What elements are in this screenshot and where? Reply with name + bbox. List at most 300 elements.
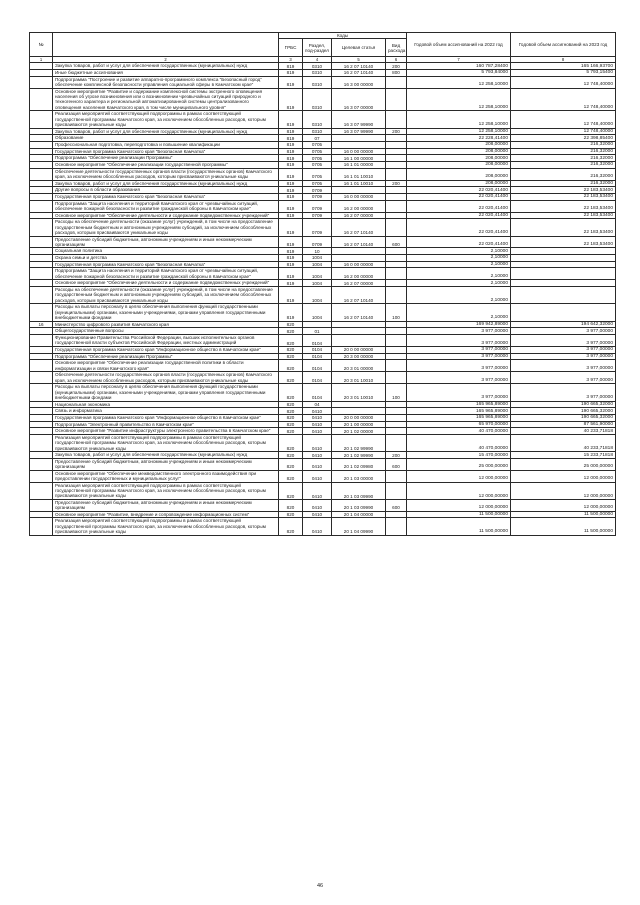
row-razdel-cell: 0410 xyxy=(303,421,332,428)
row-name-cell: Подпрограмма "Защита населения и территорий Камчатского края от чрезвычайных ситуаций, обеспечение пожарной безопасности и развитие гражданской обороны в Камчатском крае" xyxy=(53,200,279,212)
row-number-cell xyxy=(30,328,53,335)
row-name-cell: Расходы на обеспечение деятельности (оказание услуг) учреждений, в том числе на предоставление государственным бюджетным и автономным учреждениям субсидий, за исключением обособленных расходов, которым присваиваются уникальные коды xyxy=(53,219,279,236)
row-number-cell xyxy=(30,261,53,268)
table-row xyxy=(30,162,616,169)
row-number-cell xyxy=(30,268,53,280)
row-grbs-cell: 819 xyxy=(279,219,303,236)
row-number-cell xyxy=(30,180,53,187)
table-row xyxy=(30,328,616,335)
row-target-article-cell: 16 1 00 00000 xyxy=(332,155,386,162)
row-razdel-cell xyxy=(303,321,332,328)
table-row xyxy=(30,421,616,428)
row-target-article-cell: 16 0 00 00000 xyxy=(332,194,386,201)
row-grbs-cell: 819 xyxy=(279,88,303,111)
row-number-cell xyxy=(30,428,53,435)
row-grbs-cell: 819 xyxy=(279,168,303,180)
row-grbs-cell: 820 xyxy=(279,500,303,512)
row-target-article-cell: 20 1 02 99990 xyxy=(332,452,386,459)
row-name-cell: Образование xyxy=(53,135,279,142)
column-index: 3 xyxy=(279,57,303,63)
row-razdel-cell: 04 xyxy=(303,401,332,408)
table-row xyxy=(30,428,616,435)
row-target-article-cell: 20 1 04 09990 xyxy=(332,518,386,535)
table-row xyxy=(30,63,616,70)
table-row xyxy=(30,372,616,384)
row-target-article-cell: 16 0 00 00000 xyxy=(332,261,386,268)
table-row xyxy=(30,500,616,512)
row-target-article-cell xyxy=(332,141,386,148)
row-target-article-cell: 16 1 01 00000 xyxy=(332,162,386,169)
row-target-article-cell: 16 2 00 00000 xyxy=(332,268,386,280)
table-row xyxy=(30,155,616,162)
row-razdel-cell: 0410 xyxy=(303,415,332,422)
row-volume-2022-cell: 15 470,00000 xyxy=(407,452,511,459)
row-number-cell xyxy=(30,236,53,248)
table-row xyxy=(30,459,616,471)
row-volume-2022-cell: 2,10000 xyxy=(407,248,511,255)
row-expense-type-cell xyxy=(386,482,407,499)
row-target-article-cell: 16 1 01 10010 xyxy=(332,180,386,187)
row-name-cell: Основное мероприятие "Развитие и содержание комплексной системы экстренного оповещения населения об угрозе возникновения или о возникновении чрезвычайных ситуаций природного и техногенного характера и региональной автоматизированной системы централизованного оповещения населения Камчатского края, в том числе муниципального уровня" xyxy=(53,88,279,111)
row-volume-2022-cell: 5 793,84000 xyxy=(407,69,511,76)
row-volume-2023-cell: 216,32000 xyxy=(511,155,616,162)
row-razdel-cell: 0410 xyxy=(303,500,332,512)
row-volume-2022-cell: 3 977,00000 xyxy=(407,353,511,360)
row-target-article-cell xyxy=(332,335,386,347)
row-target-article-cell: 16 3 00 00000 xyxy=(332,76,386,88)
row-expense-type-cell: 600 xyxy=(386,500,407,512)
header-target-article: Целевая статья xyxy=(332,39,386,57)
row-target-article-cell: 20 1 04 00000 xyxy=(332,511,386,518)
row-expense-type-cell xyxy=(386,162,407,169)
row-volume-2023-cell: 87 561,90000 xyxy=(511,421,616,428)
row-volume-2022-cell: 12 258,10000 xyxy=(407,76,511,88)
row-volume-2022-cell: 22 228,41400 xyxy=(407,135,511,142)
row-expense-type-cell xyxy=(386,518,407,535)
table-row xyxy=(30,287,616,304)
row-volume-2022-cell: 40 470,00000 xyxy=(407,428,511,435)
table-row xyxy=(30,255,616,262)
row-target-article-cell xyxy=(332,248,386,255)
row-grbs-cell: 819 xyxy=(279,236,303,248)
row-number-cell xyxy=(30,518,53,535)
row-target-article-cell xyxy=(332,187,386,194)
budget-table xyxy=(29,32,616,536)
column-index: 7 xyxy=(407,57,511,63)
row-razdel-cell: 0104 xyxy=(303,360,332,372)
table-row xyxy=(30,353,616,360)
row-volume-2023-cell: 216,32000 xyxy=(511,168,616,180)
row-target-article-cell: 16 2 07 10140 xyxy=(332,236,386,248)
row-grbs-cell: 819 xyxy=(279,63,303,70)
row-expense-type-cell xyxy=(386,372,407,384)
row-volume-2022-cell: 11 500,00000 xyxy=(407,518,511,535)
row-razdel-cell: 0310 xyxy=(303,69,332,76)
row-name-cell: Иные бюджетные ассигнования xyxy=(53,69,279,76)
row-number-cell xyxy=(30,452,53,459)
row-volume-2023-cell: 22 183,53400 xyxy=(511,212,616,219)
row-target-article-cell: 16 2 07 10140 xyxy=(332,69,386,76)
row-name-cell: Подпрограмма "Электронный правительство в Камчатском крае" xyxy=(53,421,279,428)
row-name-cell: Государственная программа Камчатского края "Безопасная Камчатка" xyxy=(53,194,279,201)
page-number: 46 xyxy=(316,883,324,889)
row-volume-2022-cell: 169 942,89000 xyxy=(407,321,511,328)
column-index: 8 xyxy=(511,57,616,63)
table-row xyxy=(30,261,616,268)
row-expense-type-cell xyxy=(386,212,407,219)
row-volume-2023-cell: 216,32000 xyxy=(511,141,616,148)
row-volume-2023-cell: 190 665,32000 xyxy=(511,415,616,422)
row-target-article-cell: 16 2 00 00000 xyxy=(332,200,386,212)
row-number-cell xyxy=(30,194,53,201)
row-volume-2022-cell: 12 258,10000 xyxy=(407,111,511,128)
row-grbs-cell: 820 xyxy=(279,459,303,471)
row-expense-type-cell: 600 xyxy=(386,236,407,248)
row-target-article-cell: 16 3 07 00000 xyxy=(332,88,386,111)
row-name-cell: Другие вопросы в области образования xyxy=(53,187,279,194)
row-target-article-cell: 20 3 01 10010 xyxy=(332,372,386,384)
row-expense-type-cell xyxy=(386,135,407,142)
row-volume-2023-cell: 194 642,32000 xyxy=(511,321,616,328)
row-grbs-cell: 819 xyxy=(279,187,303,194)
row-razdel-cell: 1004 xyxy=(303,268,332,280)
row-name-cell: Национальная экономика xyxy=(53,401,279,408)
row-volume-2023-cell: 22 398,85400 xyxy=(511,135,616,142)
row-expense-type-cell xyxy=(386,255,407,262)
header-grbs: ГРБС xyxy=(279,39,303,57)
row-volume-2023-cell: 22 183,53400 xyxy=(511,187,616,194)
row-number-cell xyxy=(30,280,53,287)
row-name-cell: Реализация мероприятий соответствующей подпрограммы в рамках соответствующей государственной программы Камчатского края, за исключением обособленных расходов, которым присваиваются уникальные коды xyxy=(53,435,279,452)
row-volume-2023-cell: 12 748,40000 xyxy=(511,76,616,88)
row-razdel-cell: 0310 xyxy=(303,63,332,70)
row-razdel-cell: 0104 xyxy=(303,353,332,360)
row-target-article-cell: 20 0 00 00000 xyxy=(332,347,386,354)
row-razdel-cell: 1004 xyxy=(303,280,332,287)
row-grbs-cell: 820 xyxy=(279,511,303,518)
row-razdel-cell: 0709 xyxy=(303,187,332,194)
table-row xyxy=(30,248,616,255)
table-row xyxy=(30,482,616,499)
row-razdel-cell: 1004 xyxy=(303,255,332,262)
row-name-cell: Социальная политика xyxy=(53,248,279,255)
header-num: № xyxy=(30,33,53,57)
row-expense-type-cell: 100 xyxy=(386,304,407,321)
row-volume-2023-cell: 22 183,53400 xyxy=(511,236,616,248)
row-razdel-cell: 0104 xyxy=(303,347,332,354)
row-target-article-cell: 16 2 07 10140 xyxy=(332,63,386,70)
row-grbs-cell: 820 xyxy=(279,401,303,408)
row-target-article-cell xyxy=(332,321,386,328)
row-volume-2022-cell: 3 977,00000 xyxy=(407,384,511,401)
row-name-cell: Основное мероприятие "Обеспечение деятельности и содержание подведомственных учреждений" xyxy=(53,212,279,219)
row-volume-2022-cell: 3 977,00000 xyxy=(407,328,511,335)
row-target-article-cell: 16 3 07 99990 xyxy=(332,111,386,128)
row-grbs-cell: 819 xyxy=(279,261,303,268)
row-grbs-cell: 820 xyxy=(279,415,303,422)
row-volume-2023-cell: 40 233,71818 xyxy=(511,428,616,435)
row-expense-type-cell xyxy=(386,168,407,180)
row-grbs-cell: 820 xyxy=(279,435,303,452)
table-row xyxy=(30,518,616,535)
row-number-cell xyxy=(30,372,53,384)
row-volume-2023-cell: 15 233,71818 xyxy=(511,452,616,459)
row-razdel-cell: 0705 xyxy=(303,162,332,169)
row-target-article-cell: 20 1 02 09980 xyxy=(332,459,386,471)
row-number-cell xyxy=(30,408,53,415)
row-volume-2022-cell: 22 020,41400 xyxy=(407,212,511,219)
row-expense-type-cell xyxy=(386,287,407,304)
column-index: 4 xyxy=(303,57,332,63)
row-name-cell: Подпрограмма "Построение и развитие аппаратно-программного комплекса "Безопасный город" обеспечение комплексной безопасности управления социальной сферы в Камчатском крае" xyxy=(53,76,279,88)
row-razdel-cell: 0410 xyxy=(303,428,332,435)
row-grbs-cell: 819 xyxy=(279,287,303,304)
column-index: 6 xyxy=(386,57,407,63)
row-expense-type-cell: 600 xyxy=(386,459,407,471)
row-number-cell xyxy=(30,248,53,255)
row-volume-2022-cell: 2,10000 xyxy=(407,287,511,304)
row-grbs-cell: 819 xyxy=(279,304,303,321)
table-row xyxy=(30,76,616,88)
row-volume-2023-cell: 3 977,00000 xyxy=(511,360,616,372)
row-number-cell: 16 xyxy=(30,321,53,328)
row-volume-2022-cell: 208,00000 xyxy=(407,141,511,148)
row-volume-2022-cell: 208,00000 xyxy=(407,180,511,187)
row-name-cell: Государственная программа Камчатского края "Информационное общество в Камчатском крае" xyxy=(53,347,279,354)
row-volume-2022-cell: 2,10000 xyxy=(407,268,511,280)
row-grbs-cell: 820 xyxy=(279,482,303,499)
row-grbs-cell: 819 xyxy=(279,111,303,128)
table-row xyxy=(30,470,616,482)
row-name-cell: Основное мероприятие "Развитие, внедрение и сопровождение информационных систем" xyxy=(53,511,279,518)
table-row xyxy=(30,384,616,401)
row-expense-type-cell xyxy=(386,328,407,335)
row-volume-2022-cell: 208,00000 xyxy=(407,168,511,180)
row-target-article-cell: 20 1 02 00000 xyxy=(332,428,386,435)
row-name-cell: Предоставление субсидий бюджетным, автономным учреждениям и иным некоммерческим организациям xyxy=(53,236,279,248)
row-name-cell: Связь и информатика xyxy=(53,408,279,415)
row-volume-2022-cell: 22 020,41400 xyxy=(407,194,511,201)
row-volume-2022-cell: 208,00000 xyxy=(407,162,511,169)
row-razdel-cell: 07 xyxy=(303,135,332,142)
row-expense-type-cell: 200 xyxy=(386,180,407,187)
row-expense-type-cell xyxy=(386,155,407,162)
row-target-article-cell: 16 1 01 10010 xyxy=(332,168,386,180)
row-expense-type-cell xyxy=(386,88,407,111)
row-name-cell: Основное мероприятие "Обеспечение реализации государственной политики в области информатизации и связи Камчатского края" xyxy=(53,360,279,372)
row-razdel-cell: 1004 xyxy=(303,304,332,321)
row-name-cell: Закупка товаров, работ и услуг для обеспечения государственных (муниципальных) нужд xyxy=(53,63,279,70)
row-expense-type-cell xyxy=(386,321,407,328)
row-expense-type-cell: 200 xyxy=(386,63,407,70)
row-number-cell xyxy=(30,255,53,262)
row-razdel-cell: 0709 xyxy=(303,200,332,212)
row-target-article-cell: 20 1 02 99990 xyxy=(332,435,386,452)
header-razdel: Раздел, под-раздел xyxy=(303,39,332,57)
row-target-article-cell xyxy=(332,135,386,142)
row-grbs-cell: 819 xyxy=(279,194,303,201)
row-volume-2023-cell xyxy=(511,248,616,255)
row-volume-2022-cell: 12 000,00000 xyxy=(407,500,511,512)
row-volume-2022-cell: 2,10000 xyxy=(407,255,511,262)
row-razdel-cell: 0709 xyxy=(303,219,332,236)
row-expense-type-cell xyxy=(386,261,407,268)
row-razdel-cell: 0705 xyxy=(303,148,332,155)
row-number-cell xyxy=(30,187,53,194)
row-volume-2022-cell: 65 970,00000 xyxy=(407,421,511,428)
row-grbs-cell: 820 xyxy=(279,321,303,328)
row-grbs-cell: 819 xyxy=(279,76,303,88)
row-number-cell xyxy=(30,148,53,155)
row-expense-type-cell xyxy=(386,470,407,482)
row-razdel-cell: 0310 xyxy=(303,76,332,88)
row-number-cell xyxy=(30,459,53,471)
row-volume-2022-cell: 12 000,00000 xyxy=(407,470,511,482)
row-number-cell xyxy=(30,421,53,428)
row-number-cell xyxy=(30,63,53,70)
row-grbs-cell: 820 xyxy=(279,452,303,459)
row-volume-2023-cell: 11 500,00000 xyxy=(511,518,616,535)
table-row xyxy=(30,168,616,180)
row-number-cell xyxy=(30,155,53,162)
row-grbs-cell: 820 xyxy=(279,328,303,335)
row-grbs-cell: 820 xyxy=(279,372,303,384)
row-expense-type-cell xyxy=(386,401,407,408)
row-volume-2022-cell: 165 965,89000 xyxy=(407,415,511,422)
row-expense-type-cell xyxy=(386,111,407,128)
row-number-cell xyxy=(30,200,53,212)
row-grbs-cell: 819 xyxy=(279,69,303,76)
row-grbs-cell: 820 xyxy=(279,428,303,435)
row-volume-2023-cell: 216,32000 xyxy=(511,180,616,187)
row-number-cell xyxy=(30,500,53,512)
row-number-cell xyxy=(30,219,53,236)
table-row xyxy=(30,194,616,201)
row-number-cell xyxy=(30,335,53,347)
row-volume-2023-cell: 40 233,71818 xyxy=(511,435,616,452)
row-name-cell: Закупка товаров, работ и услуг для обеспечения государственных (муниципальных) нужд xyxy=(53,180,279,187)
row-number-cell xyxy=(30,69,53,76)
column-index: 2 xyxy=(53,57,279,63)
row-expense-type-cell xyxy=(386,428,407,435)
table-row xyxy=(30,435,616,452)
table-row xyxy=(30,408,616,415)
row-volume-2022-cell: 22 020,41400 xyxy=(407,187,511,194)
row-target-article-cell: 16 0 00 00000 xyxy=(332,148,386,155)
row-razdel-cell: 0104 xyxy=(303,384,332,401)
row-razdel-cell: 10 xyxy=(303,248,332,255)
table-row xyxy=(30,88,616,111)
row-name-cell: Общегосударственные вопросы xyxy=(53,328,279,335)
row-grbs-cell: 820 xyxy=(279,384,303,401)
row-expense-type-cell xyxy=(386,421,407,428)
row-volume-2022-cell: 208,00000 xyxy=(407,148,511,155)
row-grbs-cell: 819 xyxy=(279,135,303,142)
table-row xyxy=(30,135,616,142)
table-row xyxy=(30,111,616,128)
row-razdel-cell: 0310 xyxy=(303,111,332,128)
row-grbs-cell: 819 xyxy=(279,268,303,280)
row-name-cell: Государственная программа Камчатского края "Безопасная Камчатка" xyxy=(53,148,279,155)
row-expense-type-cell xyxy=(386,268,407,280)
row-name-cell: Основное мероприятие "Обеспечение деятельности и содержание подведомственных учреждений" xyxy=(53,280,279,287)
row-expense-type-cell xyxy=(386,347,407,354)
table-row xyxy=(30,219,616,236)
row-volume-2023-cell: 5 793,15400 xyxy=(511,69,616,76)
row-razdel-cell: 0104 xyxy=(303,372,332,384)
row-grbs-cell: 820 xyxy=(279,408,303,415)
row-target-article-cell: 20 1 03 09990 xyxy=(332,500,386,512)
row-expense-type-cell xyxy=(386,194,407,201)
row-expense-type-cell xyxy=(386,415,407,422)
header-volume-2022: Годовой объем ассигнований на 2022 год xyxy=(407,33,511,57)
row-razdel-cell: 1004 xyxy=(303,261,332,268)
row-volume-2023-cell: 12 748,40000 xyxy=(511,128,616,135)
row-target-article-cell xyxy=(332,401,386,408)
row-volume-2022-cell: 3 977,00000 xyxy=(407,335,511,347)
row-target-article-cell: 16 2 07 00000 xyxy=(332,280,386,287)
row-volume-2023-cell xyxy=(511,287,616,304)
row-volume-2023-cell xyxy=(511,255,616,262)
row-number-cell xyxy=(30,482,53,499)
row-volume-2023-cell: 22 183,53400 xyxy=(511,194,616,201)
row-grbs-cell: 819 xyxy=(279,280,303,287)
row-number-cell xyxy=(30,76,53,88)
row-volume-2023-cell: 3 977,00000 xyxy=(511,384,616,401)
row-expense-type-cell xyxy=(386,148,407,155)
row-grbs-cell: 820 xyxy=(279,470,303,482)
row-name-cell: Предоставление субсидий бюджетным, автономным учреждениям и иным некоммерческим организациям xyxy=(53,459,279,471)
row-grbs-cell: 819 xyxy=(279,248,303,255)
table-row xyxy=(30,360,616,372)
row-volume-2022-cell: 40 470,00000 xyxy=(407,435,511,452)
table-row xyxy=(30,452,616,459)
row-expense-type-cell xyxy=(386,219,407,236)
row-grbs-cell: 819 xyxy=(279,162,303,169)
row-razdel-cell: 0709 xyxy=(303,212,332,219)
row-volume-2022-cell: 25 000,00000 xyxy=(407,459,511,471)
table-row xyxy=(30,415,616,422)
row-razdel-cell: 0410 xyxy=(303,452,332,459)
row-target-article-cell: 20 1 03 00000 xyxy=(332,470,386,482)
row-grbs-cell: 819 xyxy=(279,200,303,212)
row-target-article-cell: 16 2 07 10140 xyxy=(332,304,386,321)
row-name-cell: Основное мероприятие "Развитие инфраструктуры электронного правительства в Камчатском крае" xyxy=(53,428,279,435)
table-row xyxy=(30,212,616,219)
table-row xyxy=(30,268,616,280)
row-grbs-cell: 819 xyxy=(279,180,303,187)
row-razdel-cell: 0410 xyxy=(303,518,332,535)
row-name-cell: Закупка товаров, работ и услуг для обеспечения государственных (муниципальных) нужд xyxy=(53,128,279,135)
row-number-cell xyxy=(30,353,53,360)
row-volume-2022-cell: 22 020,41400 xyxy=(407,236,511,248)
table-row xyxy=(30,236,616,248)
table-body xyxy=(30,63,616,535)
row-razdel-cell: 1004 xyxy=(303,287,332,304)
row-grbs-cell: 820 xyxy=(279,335,303,347)
row-name-cell: Основное мероприятие "Обеспечение реализации государственной программы" xyxy=(53,162,279,169)
row-target-article-cell xyxy=(332,255,386,262)
row-name-cell: Расходы на выплаты персоналу в целях обеспечения выполнения функций государственными (муниципальными) органами, казенными учреждениями, органами управления государственными внебюджетными фондами xyxy=(53,384,279,401)
row-razdel-cell: 0705 xyxy=(303,155,332,162)
row-razdel-cell: 0310 xyxy=(303,88,332,111)
row-target-article-cell xyxy=(332,408,386,415)
row-number-cell xyxy=(30,360,53,372)
row-volume-2023-cell: 3 977,00000 xyxy=(511,347,616,354)
row-volume-2023-cell xyxy=(511,268,616,280)
row-razdel-cell: 0410 xyxy=(303,435,332,452)
row-expense-type-cell xyxy=(386,408,407,415)
